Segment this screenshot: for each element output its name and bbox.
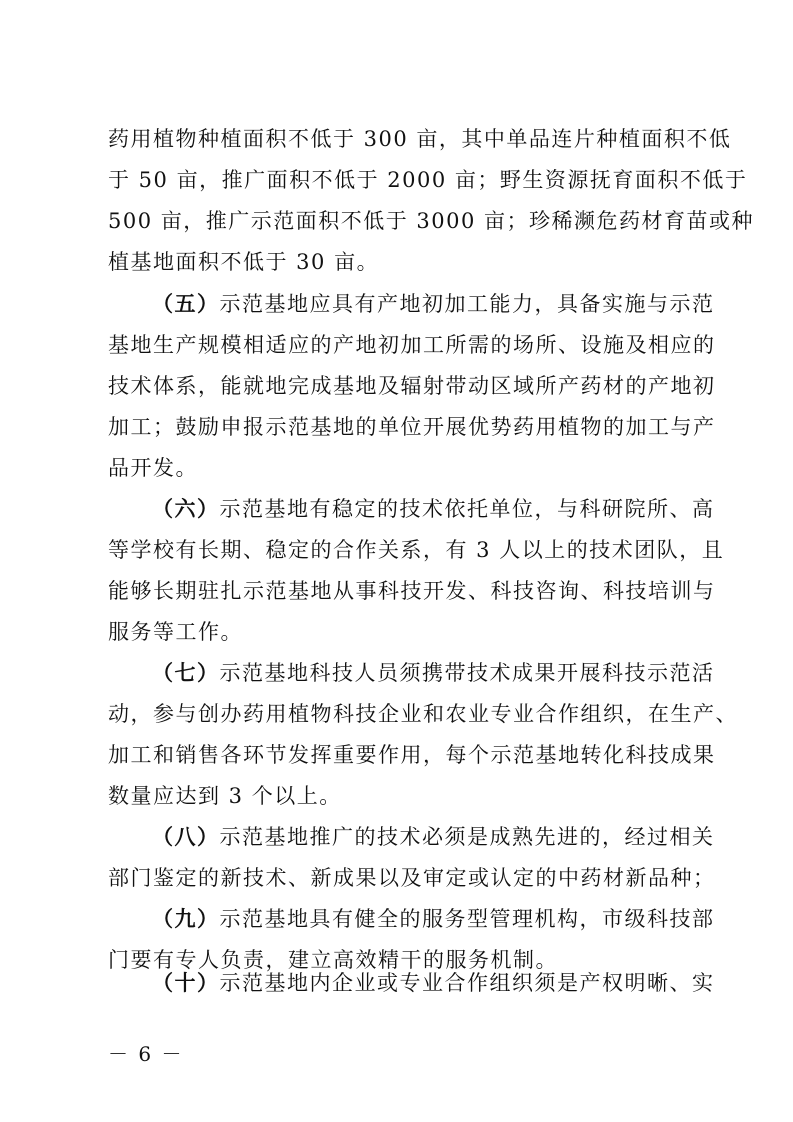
text-line: 植基地面积不低于 30 亩。 [108, 250, 380, 274]
text-line: 门要有专人负责，建立高效精干的服务机制。 [108, 948, 558, 972]
text-line: 示范基地内企业或专业合作组织须是产权明晰、实 [219, 971, 715, 995]
paragraph-item-7 [108, 652, 738, 817]
text-line: 示范基地具有健全的服务型管理机构，市级科技部 [219, 907, 715, 931]
paragraph-item-6 [108, 488, 725, 653]
item-marker: （十） [152, 970, 220, 995]
text-line: 加工和销售各环节发挥重要作用，每个示范基地转化科技成果 [108, 743, 716, 767]
text-line: 数量应达到 3 个以上。 [108, 784, 342, 808]
text-line: 于 50 亩，推广面积不低于 2000 亩；野生资源抚育面积不低于 [108, 168, 748, 192]
text-line: 服务等工作。 [108, 620, 243, 644]
text-line: 示范基地应具有产地初加工能力，具备实施与示范 [219, 292, 715, 316]
text-line: 等学校有长期、稳定的合作关系，有 3 人以上的技术团队，且 [108, 538, 725, 562]
item-marker: （六） [152, 496, 220, 521]
text-line: 示范基地推广的技术必须是成熟先进的，经过相关 [219, 825, 715, 849]
page-number: － 6 － [108, 1042, 184, 1066]
text-line: 能够长期驻扎示范基地从事科技开发、科技咨询、科技培训与 [108, 579, 716, 603]
text-line: 加工；鼓励申报示范基地的单位开展优势药用植物的加工与产 [108, 415, 716, 439]
item-marker: （七） [152, 660, 220, 685]
text-line: 动，参与创办药用植物科技企业和农业专业合作组织，在生产、 [108, 702, 738, 726]
text-line: 500 亩，推广示范面积不低于 3000 亩；珍稀濒危药材育苗或种 [108, 209, 755, 233]
item-marker: （五） [152, 291, 220, 316]
text-line: 药用植物种植面积不低于 300 亩，其中单品连片种植面积不低 [108, 127, 732, 151]
text-line: 技术体系，能就地完成基地及辐射带动区域所产药材的产地初 [108, 374, 716, 398]
text-line: 基地生产规模相适应的产地初加工所需的场所、设施及相应的 [108, 333, 716, 357]
paragraph-item-10 [108, 962, 715, 1004]
text-line: 部门鉴定的新技术、新成果以及审定或认定的中药材新品种； [108, 866, 716, 890]
item-marker: （九） [152, 906, 220, 931]
paragraph-item-8 [108, 816, 716, 899]
text-line: 示范基地有稳定的技术依托单位，与科研院所、高 [219, 497, 715, 521]
item-marker: （八） [152, 824, 220, 849]
text-line: 示范基地科技人员须携带技术成果开展科技示范活 [219, 661, 715, 685]
text-line: 品开发。 [108, 456, 198, 480]
paragraph-item-5 [108, 283, 716, 489]
paragraph-planting-area [108, 119, 755, 283]
